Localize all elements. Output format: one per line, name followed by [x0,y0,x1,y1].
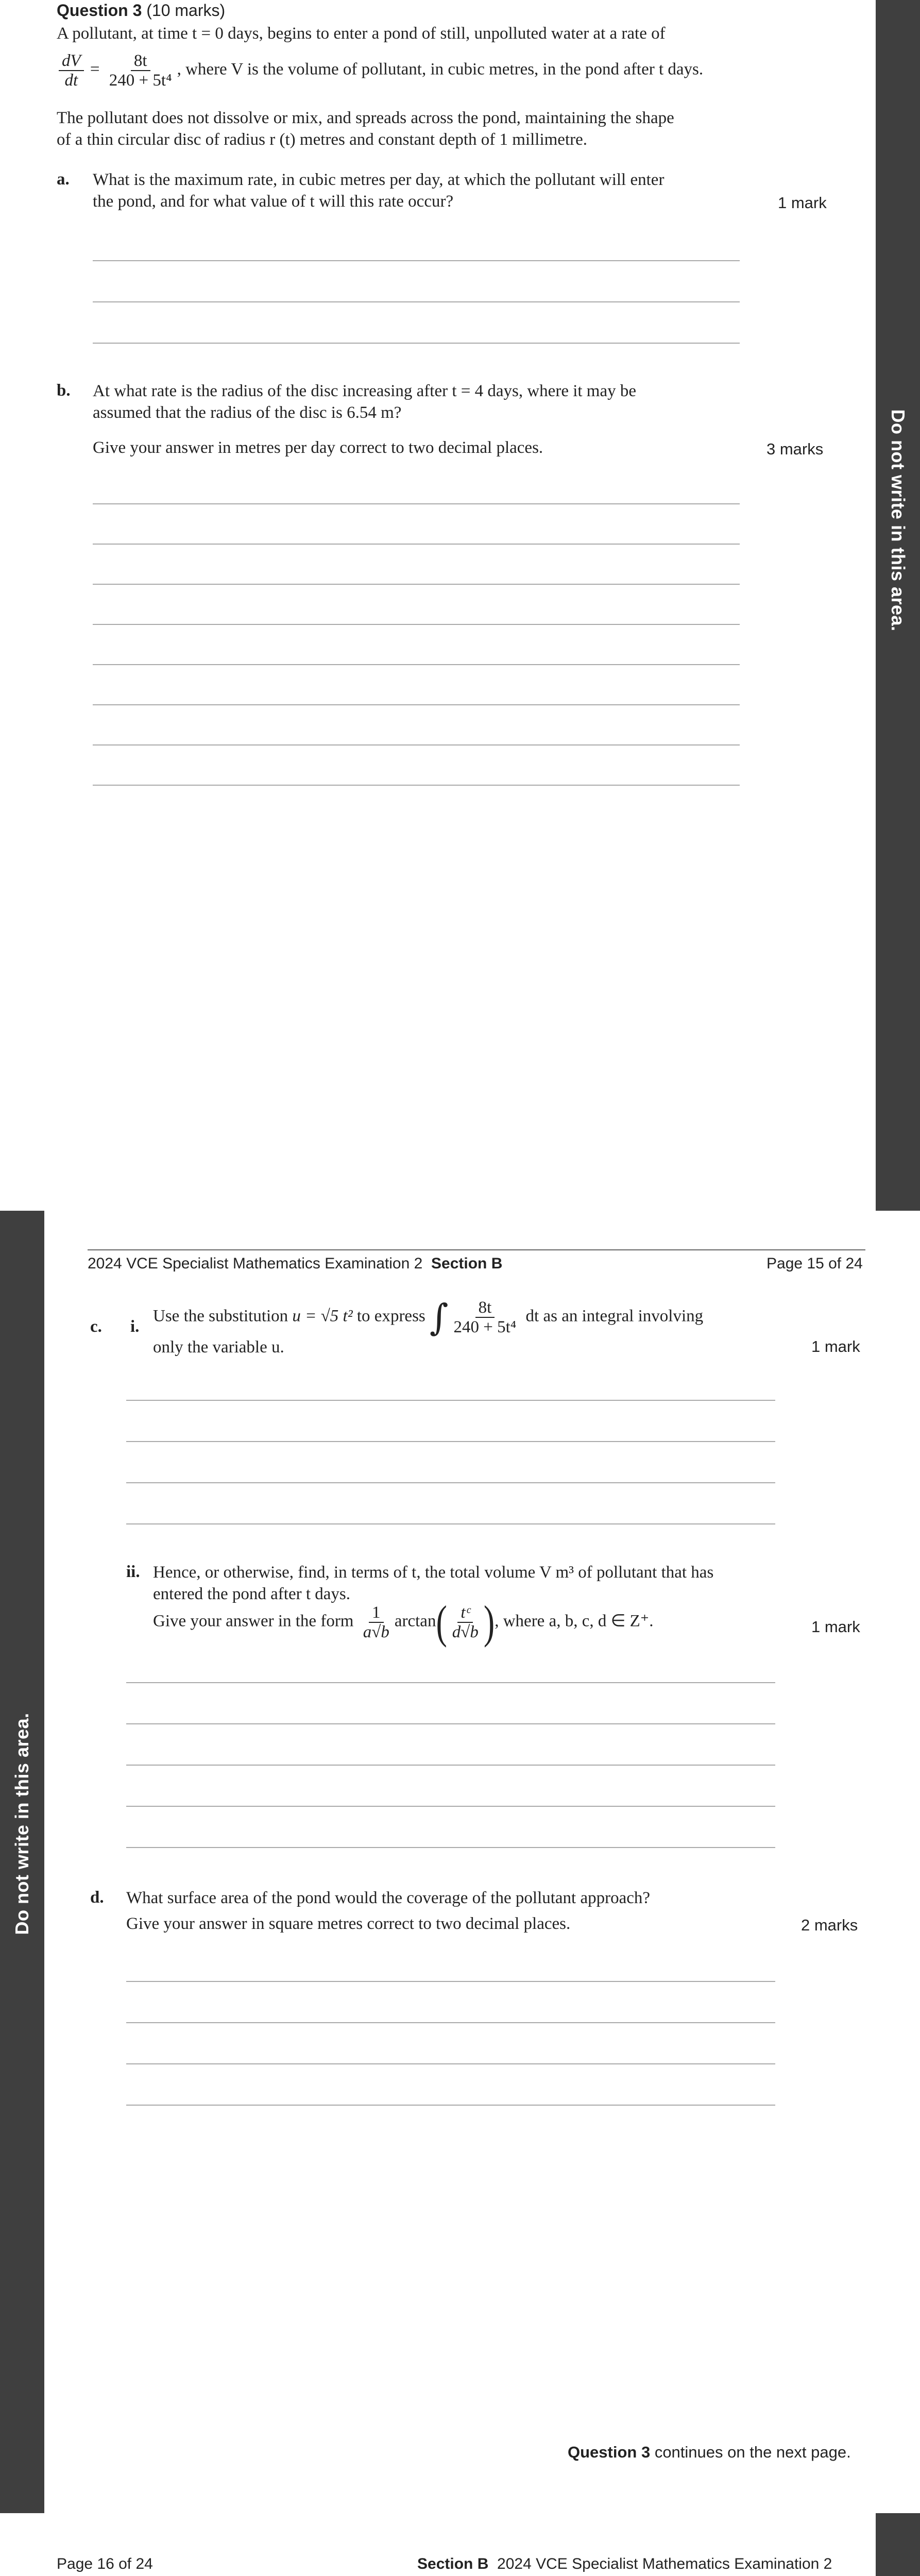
answer-line[interactable] [93,584,740,585]
part-c-ii-line1: Hence, or otherwise, find, in terms of t, the total volume V m³ of pollutant that has [153,1563,714,1582]
do-not-write-notice-top: Do not write in this area. [888,409,909,632]
part-a-line2: the pond, and for what value of t will this rate occur? [93,192,454,211]
answer-line[interactable] [93,704,740,705]
page16-header-left: Page 16 of 24 [57,2555,153,2572]
answer-line[interactable] [126,1400,775,1401]
part-b-line3: Give your answer in metres per day correct to two decimal places. [93,438,543,457]
page15-footer-left: 2024 VCE Specialist Mathematics Examination 2 Section B [88,1255,503,1272]
do-not-write-notice-left: Do not write in this area. [11,1713,32,1935]
question-intro-line2: $\frac{dV}{dt}$ = $\frac{8t}{\text{240 + 5t⁴}}$ , where V is the volume of pollutant, in cubic metres, in the pond after t days. [57,52,703,90]
answer-line[interactable] [93,785,740,786]
part-b-marks: 3 marks [766,440,824,458]
part-d-line1: What surface area of the pond would the coverage of the pollutant approach? [126,1889,651,1907]
answer-line[interactable] [93,544,740,545]
answer-line[interactable] [126,1482,775,1483]
page16-header-right: Section B 2024 VCE Specialist Mathematics Examination 2 [417,2555,832,2572]
part-d-line2: Give your answer in square metres correct to two decimal places. [126,1914,571,1933]
part-b-line1: At what rate is the radius of the disc increasing after t = 4 days, where it may be [93,382,637,400]
part-a-marks: 1 mark [778,194,827,212]
part-c-ii-line3: Give your answer in the form $\frac{1}{a√b}$ arctan( $\frac{\text{tᶜ}}{d√b}$ ), where a, b, c, d ∈ Z⁺. [153,1596,654,1648]
part-c-i-line2: only the variable u. [153,1338,284,1357]
part-c-ii-marks: 1 mark [811,1618,860,1636]
part-a-label: a. [57,170,70,189]
answer-line[interactable] [93,664,740,665]
answer-line[interactable] [93,624,740,625]
answer-line[interactable] [126,2063,775,2064]
answer-line[interactable] [126,2022,775,2023]
question-intro-line4: of a thin circular disc of radius r (t) metres and constant depth of 1 millimetre. [57,130,588,149]
answer-line[interactable] [126,1682,775,1683]
part-c-label: c. [90,1317,102,1336]
answer-line[interactable] [126,1523,775,1524]
answer-line[interactable] [93,744,740,745]
answer-line[interactable] [126,1441,775,1442]
part-c-ii-label: ii. [126,1563,140,1581]
question-heading: Question 3 (10 marks) [57,1,226,20]
question-intro-line3: The pollutant does not dissolve or mix, and spreads across the pond, maintaining the shape [57,109,674,127]
part-b-line2: assumed that the radius of the disc is 6.54 m? [93,403,402,422]
part-c-i-label: i. [130,1317,140,1336]
answer-line[interactable] [126,1806,775,1807]
part-d-marks: 2 marks [801,1916,858,1934]
answer-line[interactable] [93,301,740,302]
part-b-label: b. [57,381,71,400]
answer-line[interactable] [126,1981,775,1982]
continues-note: Question 3 continues on the next page. [568,2443,851,2461]
answer-line[interactable] [126,1847,775,1848]
question-intro-line1: A pollutant, at time t = 0 days, begins to enter a pond of still, unpolluted water at a rate of [57,24,666,43]
footer-rule [88,1249,865,1250]
part-c-i-marks: 1 mark [811,1337,860,1355]
answer-line[interactable] [93,260,740,261]
part-c-ii-line2: entered the pond after t days. [153,1585,351,1603]
answer-line[interactable] [93,503,740,504]
part-a-line1: What is the maximum rate, in cubic metres per day, at which the pollutant will enter [93,171,665,189]
part-d-label: d. [90,1888,104,1907]
answer-line[interactable] [93,343,740,344]
part-c-i-line1: Use the substitution u = √5 t² to express ∫ $\frac{8t}{\text{240 + 5t⁴}}$ dt as an integral involving [153,1296,704,1338]
page15-footer-right: Page 15 of 24 [766,1255,863,1272]
answer-line[interactable] [126,1765,775,1766]
answer-line[interactable] [126,1723,775,1724]
right-margin-bar-bottom [876,2513,920,2576]
answer-line[interactable] [126,2105,775,2106]
